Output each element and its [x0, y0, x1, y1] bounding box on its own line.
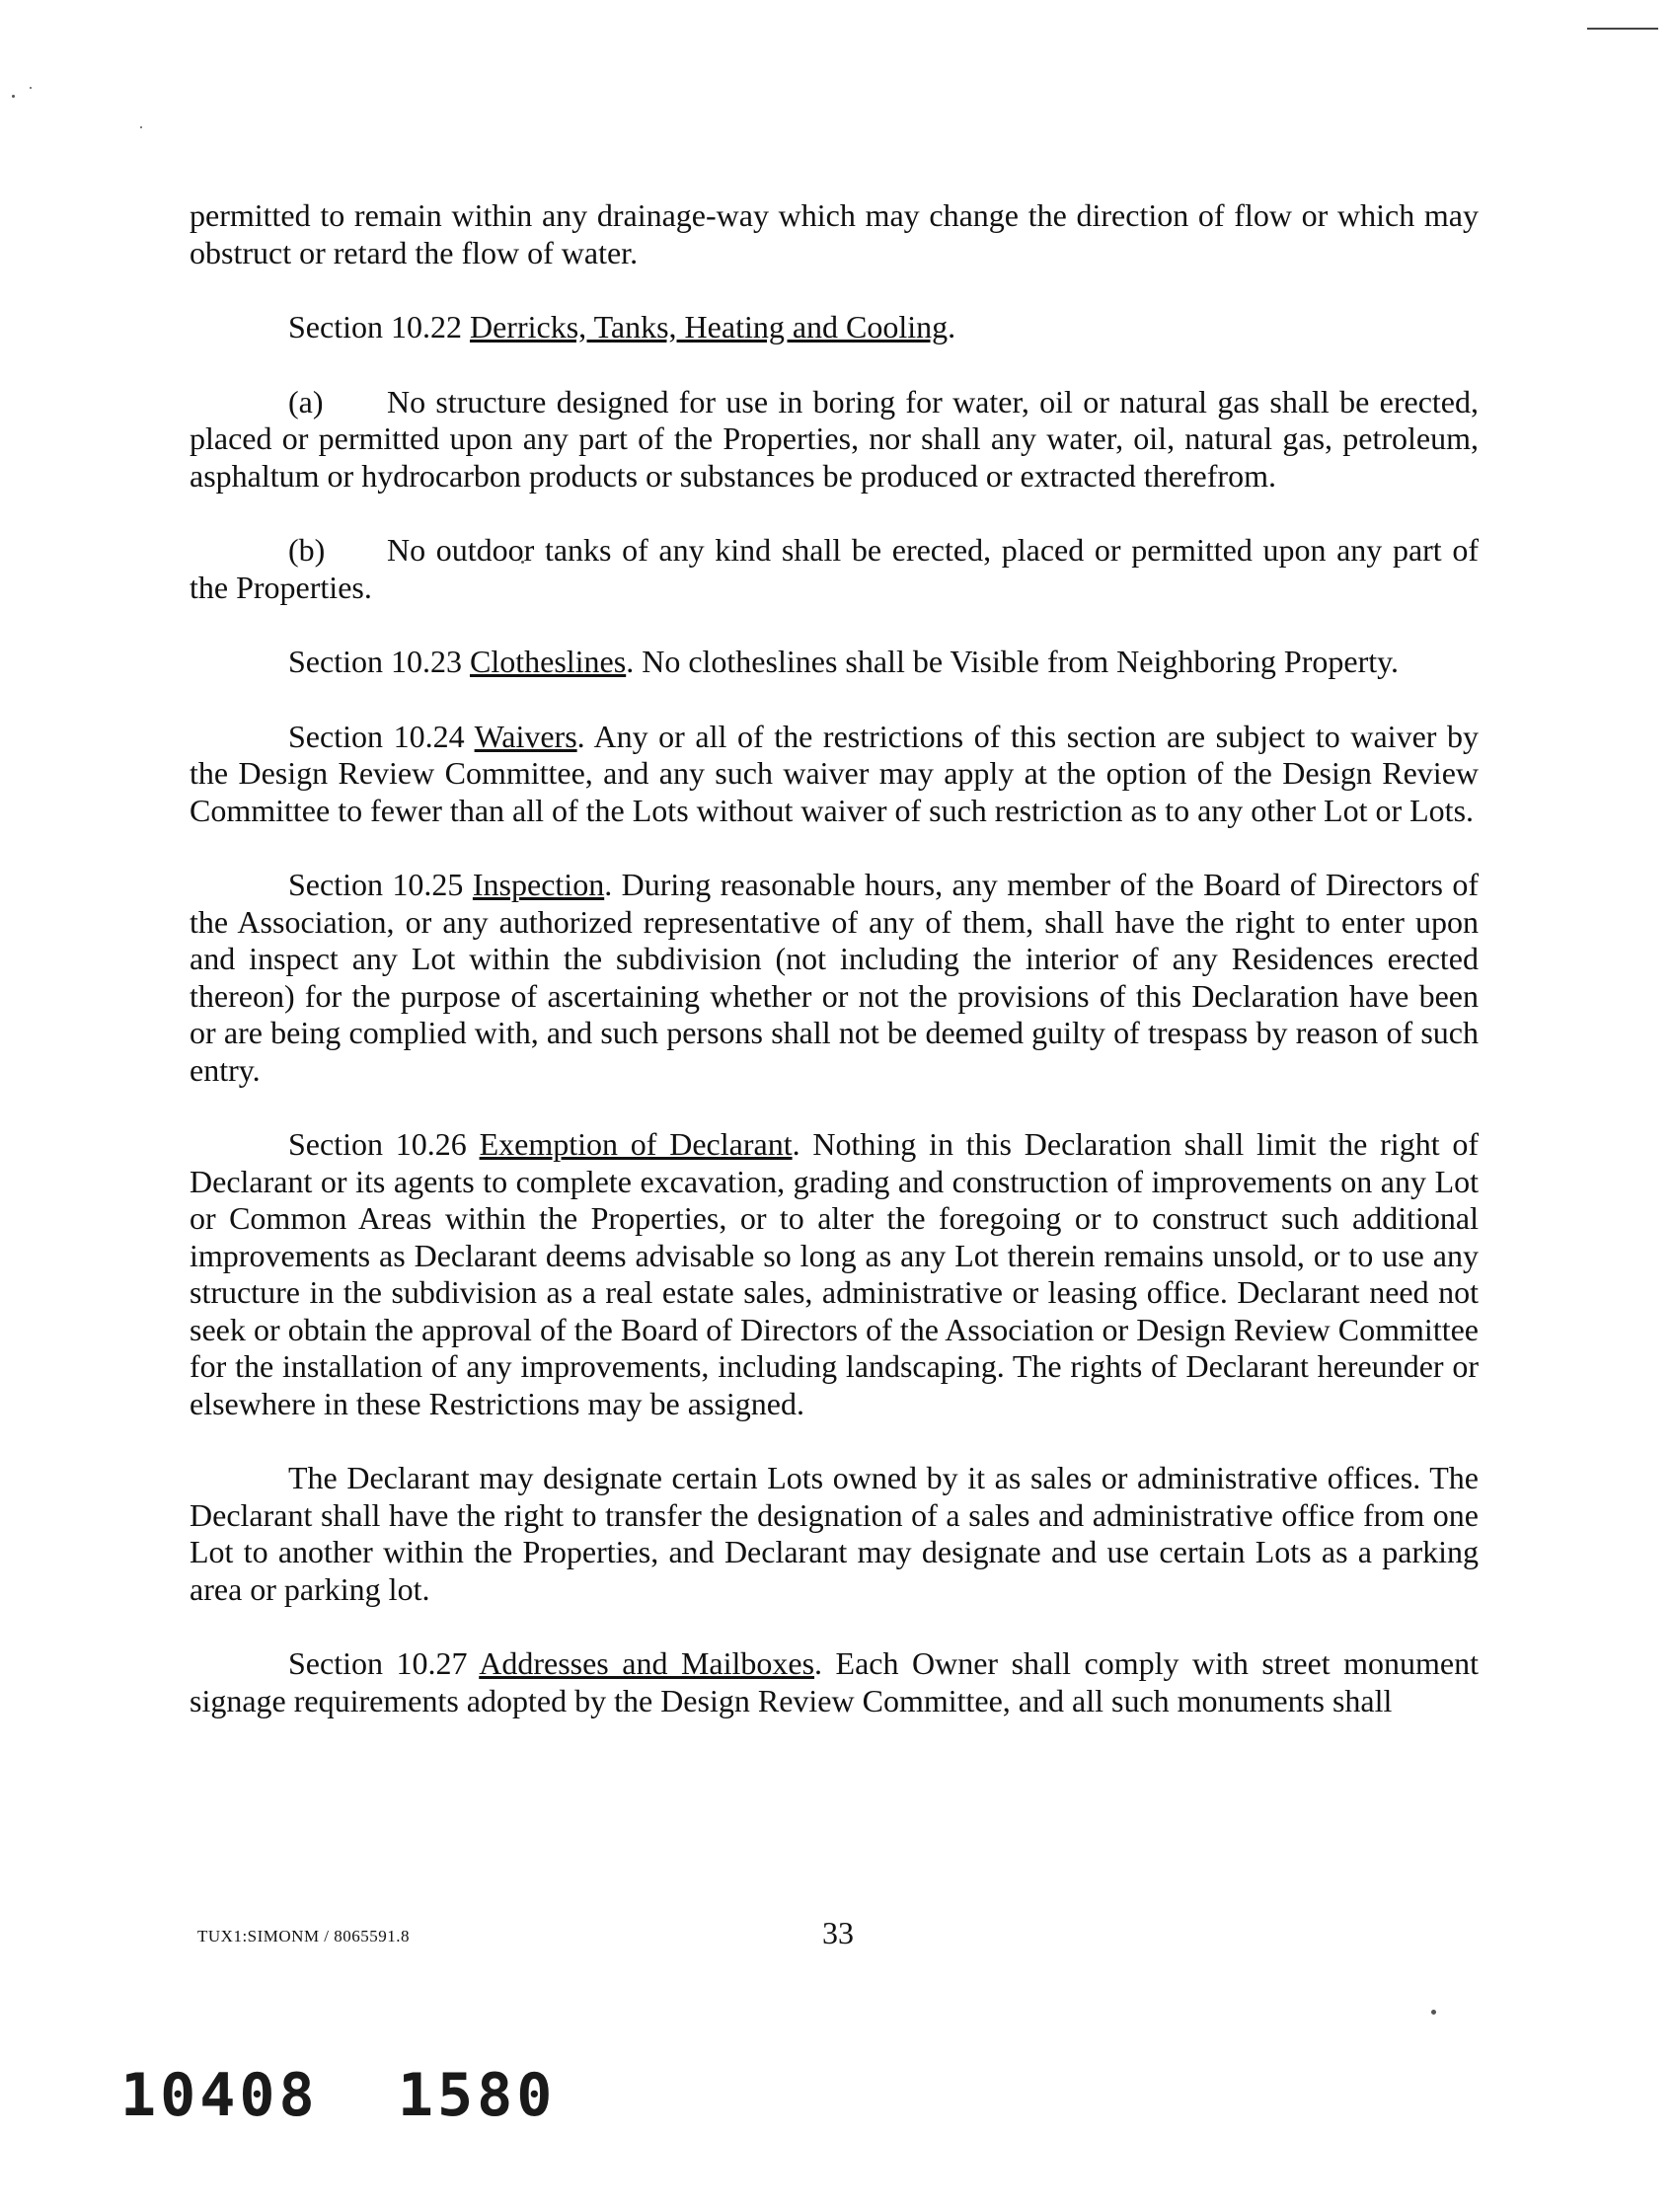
continuation-text: permitted to remain within any drainage-way which may change the direction of flow or which may obstruct or retard the flow of water. — [190, 197, 1479, 270]
subsection-text: No outdoor tanks of any kind shall be erected, placed or permitted upon any part of the Properties. — [190, 532, 1479, 605]
section-label: Section 10.22 — [288, 309, 462, 344]
subsection-label: (a) — [288, 383, 324, 420]
footer-document-id: TUX1:SIMONM / 8065591.8 — [197, 1927, 411, 1945]
stamp-page-number: 1580 — [397, 2061, 557, 2130]
section-10-23: Section 10.23 Clotheslines. No clotheslines shall be Visible from Neighboring Property. — [288, 644, 1400, 679]
continuation-paragraph — [190, 197, 1479, 271]
section-10-22-b — [190, 532, 1479, 606]
section-10-22-heading: Section 10.22 Derricks, Tanks, Heating and Cooling. — [288, 309, 956, 344]
section-10-27: Section 10.27 Addresses and Mailboxes. Each Owner shall comply with street monument signage requirements adopted by the Design Review Committee, and all such monuments shall — [190, 1645, 1480, 1718]
stamp-book-number: 10408 — [120, 2061, 319, 2130]
section-10-24: Section 10.24 Waivers. Any or all of the restrictions of this section are subject to waiver by the Design Review Committee, and any such waiver may apply at the option of the Design Review Committee to fewer than all of the Lots without waiver of such restriction as to any other Lot or Lots. — [190, 718, 1480, 828]
section-text: Nothing in this Declaration shall limit the right of Declarant or its agents to complete excavation, grading and construction of improvements on any Lot or Common Areas within the Properties, or to alter the foregoing or to construct such additional improvements as Declarant deems advisable so long as any Lot therein remains unsold, or to use any structure in the subdivision as a real estate sales, administrative or leasing office. Declarant need not seek or obtain the approval of the Board of Directors of the Association or Design Review Committee for the installation of any improvements, including landscaping. The rights of Declarant hereunder or elsewhere in these Restrictions may be assigned. — [190, 1126, 1480, 1421]
section-text: Each Owner shall comply with street monument signage requirements adopted by the Design Review Committee, and all such monuments shall — [190, 1645, 1480, 1718]
section-label: Section 10.23 — [288, 644, 462, 679]
declarant-offices-paragraph — [190, 1460, 1479, 1608]
section-10-22-a — [190, 384, 1479, 496]
scan-speck — [30, 87, 32, 89]
scan-speck — [140, 126, 142, 128]
section-title: Exemption of Declarant — [479, 1126, 793, 1162]
section-10-25: Section 10.25 Inspection. During reasonable hours, any member of the Board of Directors of the Association, or any authorized representative of any of them, shall have the right to enter upon and inspect any Lot within the subdivision (not including the interior of any Residences erected thereon) for the purpose of ascertaining whether or not the provisions of this Declaration have been or are being complied with, and such persons shall not be deemed guilty of trespass by reason of such entry. — [190, 867, 1480, 1088]
section-label: Section 10.24 — [288, 718, 465, 754]
scan-speck — [12, 95, 15, 98]
scan-edge-line — [1587, 28, 1658, 30]
subsection-text: No structure designed for use in boring for water, oil or natural gas shall be erected, placed or permitted upon any part of the Properties, nor shall any water, oil, natural gas, petroleum, asphaltum or hydrocarbon products or substances be produced or extracted therefrom. — [190, 383, 1479, 494]
section-text: Any or all of the restrictions of this section are subject to waiver by the Design Review Committee, and any such waiver may apply at the option of the Design Review Committee to fewer than all of the Lots without waiver of such restriction as to any other Lot or Lots. — [190, 718, 1480, 828]
section-title: Clotheslines — [469, 644, 627, 679]
section-title: Addresses and Mailboxes — [479, 1645, 815, 1681]
section-title: Waivers — [474, 718, 577, 754]
section-text: No clotheslines shall be Visible from Neighboring Property. — [642, 644, 1400, 679]
section-10-26: Section 10.26 Exemption of Declarant. Nothing in this Declaration shall limit the right of Declarant or its agents to complete excavation, grading and construction of improvements on any Lot or Common Areas within the Properties, or to alter the foregoing or to construct such additional improvements as Declarant deems advisable so long as any Lot therein remains unsold, or to use any structure in the subdivision as a real estate sales, administrative or leasing office. Declarant need not seek or obtain the approval of the Board of Directors of the Association or Design Review Committee for the installation of any improvements, including landscaping. The rights of Declarant hereunder or elsewhere in these Restrictions may be assigned. — [190, 1126, 1480, 1421]
section-title: Inspection — [472, 867, 605, 902]
scan-speck — [1431, 2010, 1436, 2015]
page-number: 33 — [822, 1915, 854, 1950]
section-label: Section 10.26 — [288, 1126, 467, 1162]
section-text: During reasonable hours, any member of the Board of Directors of the Association, or any authorized representative of any of them, shall have the right to enter upon and inspect any Lot within the subdivision (not including the interior of any Residences erected thereon) for the purpose of ascertaining whether or not the provisions of this Declaration have been or are being complied with, and such persons shall not be deemed guilty of trespass by reason of such entry. — [190, 867, 1480, 1088]
section-title: Derricks, Tanks, Heating and Cooling — [469, 309, 949, 344]
section-label: Section 10.27 — [288, 1645, 468, 1681]
recording-stamp — [120, 2061, 556, 2130]
section-label: Section 10.25 — [288, 867, 464, 902]
subsection-label: (b) — [288, 532, 326, 568]
paragraph-text: The Declarant may designate certain Lots owned by it as sales or administrative offices. The Declarant shall have the right to transfer the designation of a sales and administrative office from one Lot to another within the Properties, and Declarant may designate and use certain Lots as a parking area or parking lot. — [190, 1460, 1479, 1607]
document-body — [190, 197, 1479, 1757]
